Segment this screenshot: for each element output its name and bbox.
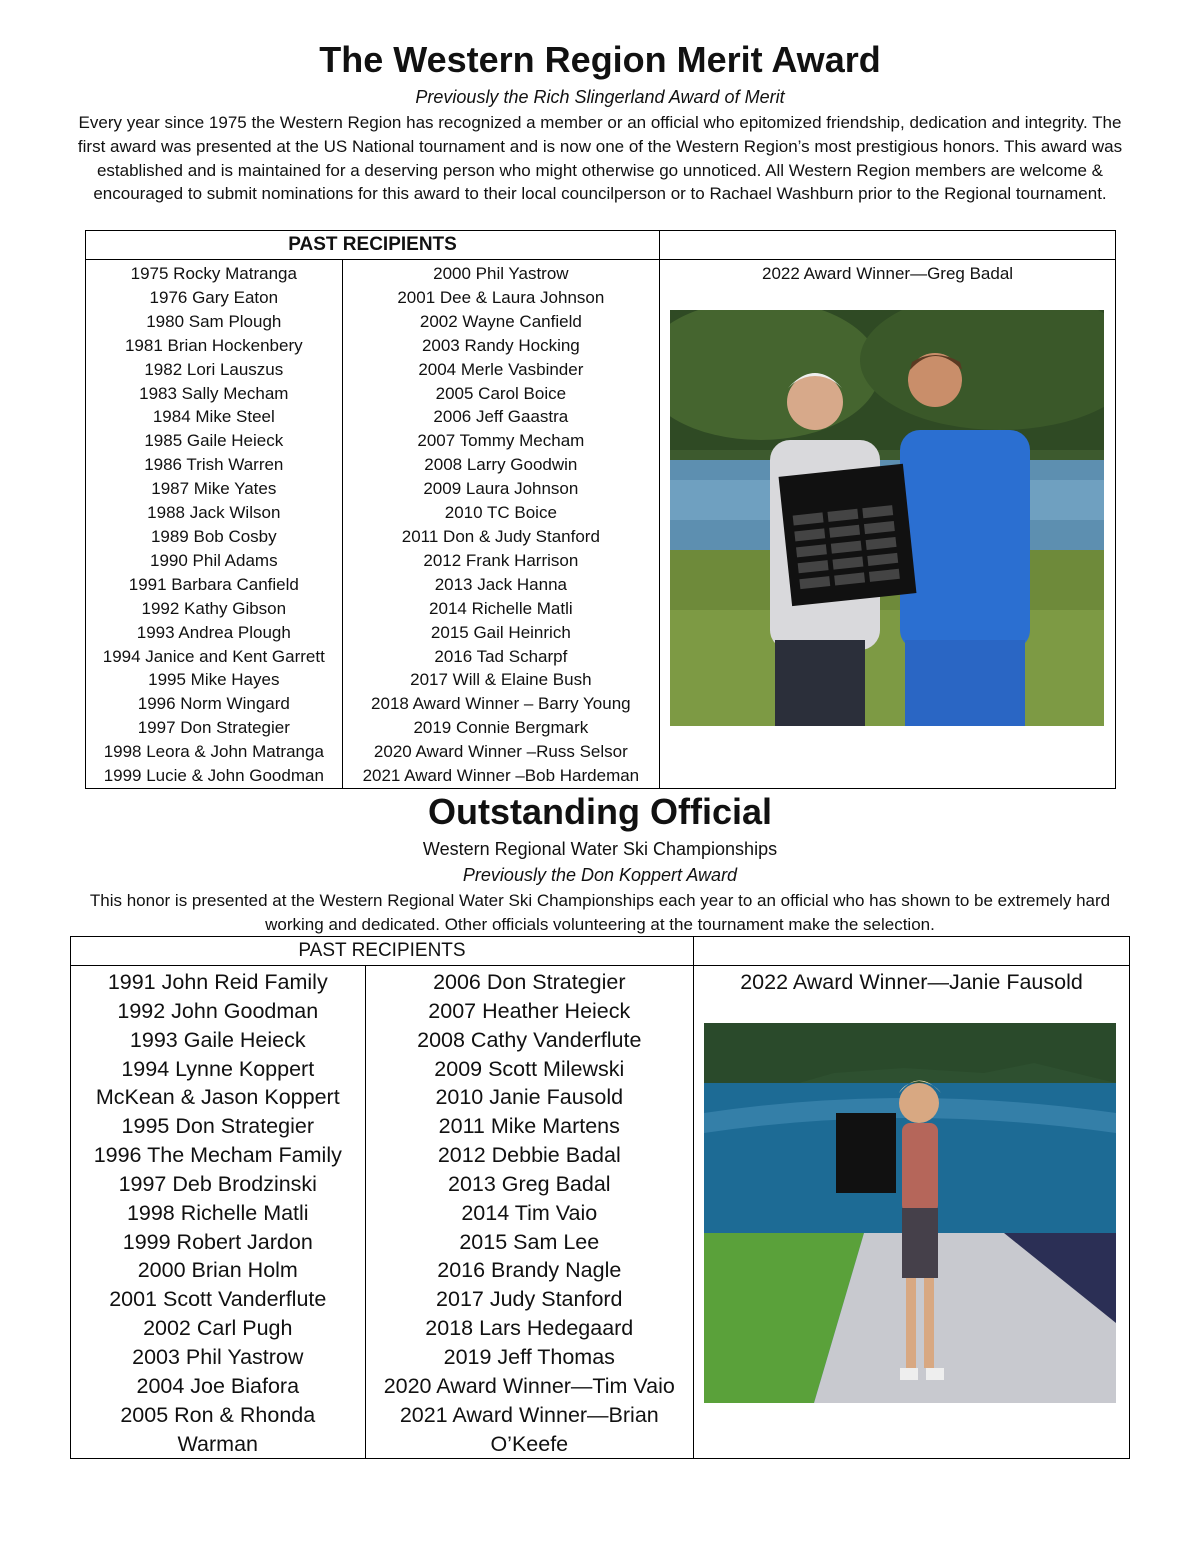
recipient-entry: 2004 Joe Biafora	[136, 1373, 300, 1398]
official-column-1	[71, 966, 366, 1459]
recipient-entry: 2014 Richelle Matli	[429, 598, 573, 618]
official-recipients-table	[70, 936, 1130, 1459]
merit-description: Every year since 1975 the Western Region has recognized a member or an official who epitomized friendship, dedication and integrity. The first award was presented at the US National tournament and is now one of the Western Region’s most prestigious honors. This award was established and is maintained for a deserving person who might otherwise go unnoticed. All Western Region members are welcome & encouraged to submit nominations for this award to their local councilperson or to Rachael Washburn prior to the Regional tournament.	[77, 113, 1123, 204]
recipient-entry: 1985 Gaile Heieck	[144, 431, 284, 451]
merit-table-header	[86, 231, 660, 260]
recipient-entry: 1990 Phil Adams	[150, 550, 278, 570]
recipient-entry: 1995 Mike Hayes	[148, 670, 280, 690]
recipient-entry: 2016 Tad Scharpf	[434, 646, 568, 666]
recipient-entry: 2007 Heather Heieck	[428, 998, 631, 1023]
recipient-entry: 1996 Norm Wingard	[137, 694, 290, 714]
merit-winner-photo	[670, 310, 1104, 726]
recipient-entry: 1993 Andrea Plough	[136, 622, 291, 642]
recipient-entry: 1980 Sam Plough	[146, 311, 282, 331]
official-header-blank-cell	[694, 937, 1130, 966]
recipient-entry: 2007 Tommy Mecham	[417, 431, 585, 451]
recipient-entry: 2005 Carol Boice	[435, 383, 567, 403]
recipient-entry: 1982 Lori Lauszus	[144, 359, 284, 379]
recipient-entry: 2010 TC Boice	[444, 503, 557, 523]
recipient-entry: 2018 Lars Hedegaard	[425, 1316, 634, 1341]
merit-subtitle: Previously the Rich Slingerland Award of Merit	[415, 87, 785, 107]
recipient-entry: 2006 Jeff Gaastra	[433, 407, 569, 427]
merit-column-1	[86, 260, 343, 789]
recipient-entry: 1994 Janice and Kent Garrett	[102, 646, 325, 666]
recipient-entry: 1989 Bob Cosby	[150, 526, 277, 546]
recipient-entry: 2019 Connie Bergmark	[413, 718, 589, 738]
recipient-entry: 2012 Frank Harrison	[423, 550, 579, 570]
merit-table-header-label: PAST RECIPIENTS	[288, 234, 457, 255]
recipient-entry: 2006 Don Strategier	[433, 970, 626, 994]
recipient-entry: 2020 Award Winner—Tim Vaio	[383, 1373, 675, 1398]
recipient-entry: 2002 Carl Pugh	[143, 1316, 293, 1341]
recipient-entry: 2003 Randy Hocking	[421, 335, 580, 355]
merit-header-blank-cell	[660, 231, 1116, 260]
recipient-entry: 1981 Brian Hockenbery	[124, 335, 303, 355]
recipient-entry: 2017 Will & Elaine Bush	[410, 670, 592, 690]
official-subtitle-previously: Previously the Don Koppert Award	[462, 865, 738, 885]
recipient-entry: 2019 Jeff Thomas	[443, 1344, 615, 1369]
recipient-entry: 2010 Janie Fausold	[435, 1085, 624, 1110]
recipient-entry: 1994 Lynne Koppert	[121, 1056, 315, 1081]
merit-title: The Western Region Merit Award	[319, 39, 881, 80]
recipient-entry: 2003 Phil Yastrow	[132, 1344, 304, 1369]
recipient-entry: 1984 Mike Steel	[152, 407, 275, 427]
recipient-entry: 2020 Award Winner –Russ Selsor	[373, 742, 628, 762]
recipient-entry: 2014 Tim Vaio	[461, 1200, 598, 1225]
recipient-entry: 1987 Mike Yates	[151, 479, 277, 499]
official-title: Outstanding Official	[427, 791, 772, 832]
recipient-entry: 1998 Richelle Matli	[126, 1200, 309, 1225]
recipient-entry: 1997 Don Strategier	[137, 718, 290, 738]
official-table-header-label: PAST RECIPIENTS	[298, 940, 466, 961]
official-table-header	[71, 937, 694, 966]
recipient-entry: 1988 Jack Wilson	[147, 503, 281, 523]
recipient-entry: 2018 Award Winner – Barry Young	[371, 694, 631, 714]
recipient-entry: 2008 Cathy Vanderflute	[417, 1027, 642, 1052]
official-winner-caption: 2022 Award Winner—Janie Fausold	[740, 970, 1083, 994]
recipient-entry: 2001 Dee & Laura Johnson	[397, 287, 605, 307]
recipient-entry: 1992 John Goodman	[117, 998, 319, 1023]
official-description: This honor is presented at the Western Regional Water Ski Championships each year to an official who has shown to be extremely hard working and dedicated. Other officials volunteering at the tournament make the selection.	[89, 891, 1111, 934]
merit-winner-caption: 2022 Award Winner—Greg Badal	[762, 264, 1014, 283]
recipient-entry: 2016 Brandy Nagle	[437, 1258, 622, 1283]
recipient-entry: 1995 Don Strategier	[121, 1114, 314, 1139]
official-winner-photo	[704, 1023, 1116, 1403]
merit-winner-cell	[660, 260, 1116, 789]
recipient-entry: 2013 Jack Hanna	[434, 574, 568, 594]
recipient-entry: 1999 Lucie & John Goodman	[103, 766, 324, 786]
recipient-entry: 1993 Gaile Heieck	[129, 1027, 306, 1052]
recipient-entry: 1991 Barbara Canfield	[128, 574, 299, 594]
recipient-entry: 2009 Laura Johnson	[423, 479, 579, 499]
recipient-entry: 2002 Wayne Canfield	[419, 311, 582, 331]
recipient-entry: 1997 Deb Brodzinski	[118, 1171, 317, 1196]
recipient-entry: 2005 Ron & Rhonda	[120, 1402, 316, 1427]
recipient-entry: 2012 Debbie Badal	[437, 1143, 621, 1168]
recipient-entry: 2021 Award Winner –Bob Hardeman	[362, 766, 640, 786]
official-winner-cell	[694, 966, 1130, 1459]
recipient-entry: 2004 Merle Vasbinder	[418, 359, 584, 379]
recipient-entry: 2015 Sam Lee	[459, 1229, 600, 1254]
recipient-entry: 1983 Sally Mecham	[139, 383, 289, 403]
merit-column-2	[342, 260, 660, 789]
official-column-2	[365, 966, 693, 1459]
recipient-entry: 2015 Gail Heinrich	[430, 622, 571, 642]
recipient-entry: 2009 Scott Milewski	[434, 1056, 625, 1081]
recipient-entry: 2000 Phil Yastrow	[433, 264, 569, 283]
recipient-entry: McKean & Jason Koppert	[95, 1085, 340, 1110]
recipient-entry: 1998 Leora & John Matranga	[103, 742, 324, 762]
recipient-entry: 1991 John Reid Family	[107, 970, 328, 994]
recipient-entry: 2017 Judy Stanford	[436, 1287, 623, 1312]
recipient-entry: 1975 Rocky Matranga	[130, 264, 297, 283]
recipient-entry: 2011 Mike Martens	[438, 1114, 620, 1139]
recipient-entry: 2001 Scott Vanderflute	[109, 1287, 327, 1312]
official-subtitle: Western Regional Water Ski Championships	[422, 839, 778, 859]
recipient-entry: O’Keefe	[490, 1431, 569, 1456]
recipient-entry: 1976 Gary Eaton	[149, 287, 279, 307]
recipient-entry: 1999 Robert Jardon	[122, 1229, 313, 1254]
recipient-entry: 2011 Don & Judy Stanford	[401, 526, 600, 546]
recipient-entry: 1996 The Mecham Family	[93, 1143, 342, 1168]
recipient-entry: 2000 Brian Holm	[137, 1258, 298, 1283]
merit-recipients-table	[85, 230, 1116, 789]
recipient-entry: 1986 Trish Warren	[144, 455, 284, 475]
recipient-entry: 1992 Kathy Gibson	[141, 598, 287, 618]
recipient-entry: 2008 Larry Goodwin	[424, 455, 578, 475]
recipient-entry: 2021 Award Winner—Brian	[399, 1402, 659, 1427]
recipient-entry: Warman	[177, 1431, 258, 1456]
recipient-entry: 2013 Greg Badal	[448, 1171, 611, 1196]
